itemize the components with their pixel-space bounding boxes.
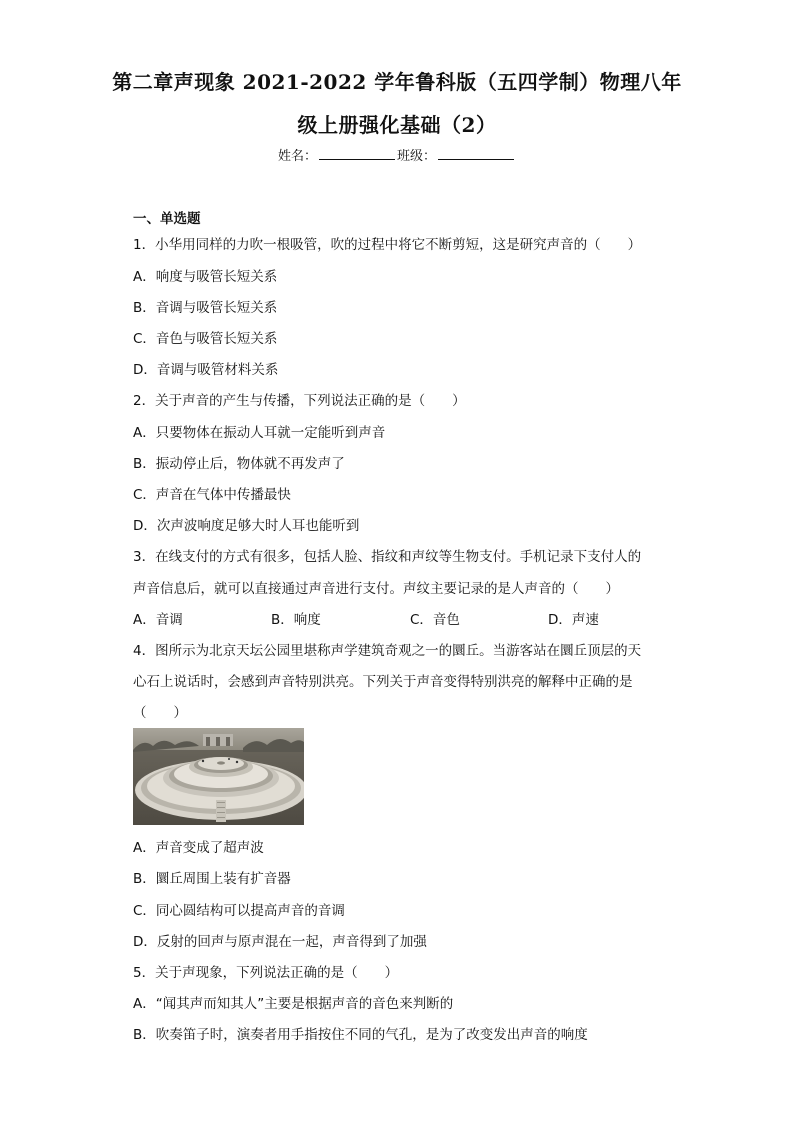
- question-3-option-d: D．声速: [548, 612, 599, 628]
- question-1-option-d: D．音调与吸管材料关系: [133, 362, 279, 378]
- question-3-option-b: B．响度: [271, 612, 321, 628]
- question-3-option-c: C．音色: [410, 612, 460, 628]
- question-4-stem-line-2: 心石上说话时，会感到声音特别洪亮。下列关于声音变得特别洪亮的解释中正确的是: [133, 674, 633, 690]
- question-4-stem-line-3: （ ）: [133, 705, 187, 721]
- question-1-option-c: C．音色与吸管长短关系: [133, 331, 278, 347]
- class-blank: [438, 147, 514, 160]
- question-5-stem: 5．关于声现象，下列说法正确的是（ ）: [133, 965, 399, 981]
- worksheet-title-line-1: 第二章声现象 2021-2022 学年鲁科版（五四学制）物理八年: [112, 70, 682, 94]
- question-2-option-a: A．只要物体在振动人耳就一定能听到声音: [133, 425, 386, 441]
- question-1-stem: 1．小华用同样的力吹一根吸管，吹的过程中将它不断剪短，这是研究声音的（ ）: [133, 237, 642, 253]
- question-4-option-d: D．反射的回声与原声混在一起，声音得到了加强: [133, 934, 427, 950]
- question-3-stem-line-2: 声音信息后，就可以直接通过声音进行支付。声纹主要记录的是人声音的（ ）: [133, 581, 619, 597]
- question-4-option-a: A．声音变成了超声波: [133, 840, 264, 856]
- question-3-option-a: A．音调: [133, 612, 183, 628]
- question-5-option-a: A．“闻其声而知其人”主要是根据声音的音色来判断的: [133, 996, 454, 1012]
- section-heading: 一、单选题: [133, 211, 201, 227]
- name-blank: [319, 147, 395, 160]
- question-4-option-c: C．同心圆结构可以提高声音的音调: [133, 903, 345, 919]
- question-4-stem-line-1: 4．图所示为北京天坛公园里堪称声学建筑奇观之一的圜丘。当游客站在圜丘顶层的天: [133, 643, 642, 659]
- question-1-option-a: A．响度与吸管长短关系: [133, 269, 278, 285]
- question-2-option-d: D．次声波响度足够大时人耳也能听到: [133, 518, 360, 534]
- question-4-option-b: B．圜丘周围上装有扩音器: [133, 871, 291, 887]
- class-label: 班级：: [397, 149, 437, 164]
- question-1-option-b: B．音调与吸管长短关系: [133, 300, 278, 316]
- student-info: [0, 145, 794, 164]
- question-2-option-b: B．振动停止后，物体就不再发声了: [133, 456, 345, 472]
- question-3-stem-line-1: 3．在线支付的方式有很多，包括人脸、指纹和声纹等生物支付。手机记录下支付人的: [133, 549, 642, 565]
- circular-mound-altar-photo: [133, 728, 304, 825]
- question-2-stem: 2．关于声音的产生与传播，下列说法正确的是（ ）: [133, 393, 466, 409]
- name-label: 姓名：: [277, 149, 317, 164]
- question-5-option-b: B．吹奏笛子时，演奏者用手指按住不同的气孔，是为了改变发出声音的响度: [133, 1027, 588, 1043]
- question-2-option-c: C．声音在气体中传播最快: [133, 487, 291, 503]
- worksheet-title-line-2: 级上册强化基础（2）: [297, 113, 497, 137]
